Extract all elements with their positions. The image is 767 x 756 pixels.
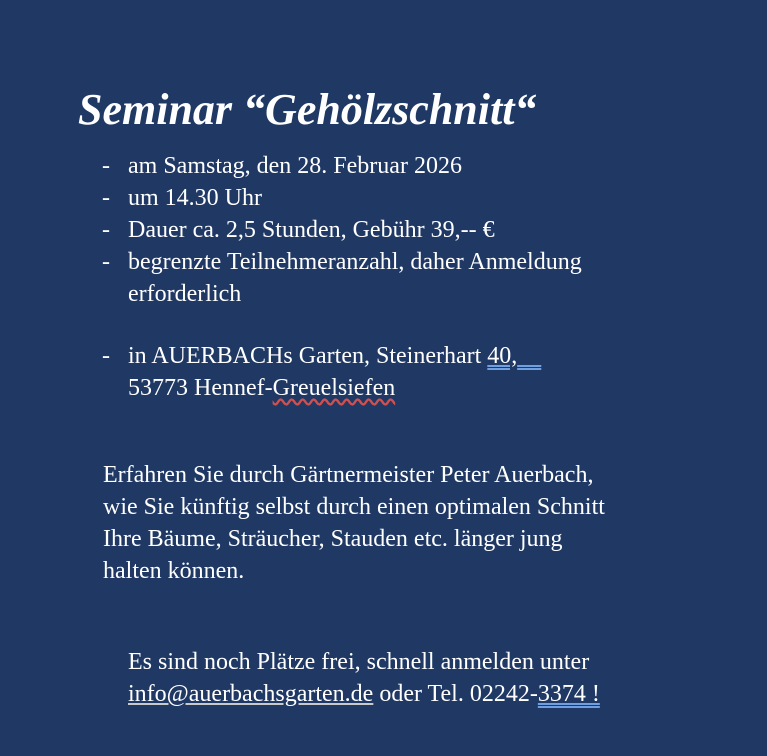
location-line1 <box>128 343 541 369</box>
phone-tail: 3374 ! <box>537 681 600 707</box>
location-district: Greuelsiefen <box>272 375 396 401</box>
location-number: 40, <box>487 343 518 369</box>
description-line: wie Sie künftig selbst durch einen optimalen Schnitt <box>103 494 605 520</box>
spacer <box>102 310 722 340</box>
bullet-dash: - <box>102 153 110 179</box>
list-item-location <box>102 340 722 404</box>
description-line: Ihre Bäume, Sträucher, Stauden etc. länger jung <box>103 526 563 552</box>
email-link[interactable]: info@auerbachsgarten.de <box>128 681 374 707</box>
location-trailing-space <box>517 343 541 369</box>
seminar-title: Seminar “Gehölzschnitt“ <box>78 85 537 134</box>
location-line2 <box>128 372 722 404</box>
list-item-time <box>102 182 722 214</box>
location-zip-city: 53773 Hennef- <box>128 375 273 401</box>
bullet-dash: - <box>102 249 110 275</box>
details-list <box>102 150 722 404</box>
description-line: halten können. <box>103 558 245 584</box>
contact-line1: Es sind noch Plätze frei, schnell anmelden unter <box>128 649 590 675</box>
bullet-dash: - <box>102 343 110 369</box>
bullet-dash: - <box>102 217 110 243</box>
registration-text: begrenzte Teilnehmeranzahl, daher Anmeldung <box>128 249 582 275</box>
contact-line2 <box>128 678 748 710</box>
description-line: Erfahren Sie durch Gärtnermeister Peter Auerbach, <box>103 462 594 488</box>
date-text: am Samstag, den 28. Februar 2026 <box>128 153 462 179</box>
list-item-date <box>102 150 722 182</box>
location-street: in AUERBACHs Garten, Steinerhart <box>128 343 488 369</box>
bullet-dash: - <box>102 185 110 211</box>
list-item-registration <box>102 246 722 310</box>
registration-text-cont: erforderlich <box>128 281 242 307</box>
duration-fee-text: Dauer ca. 2,5 Stunden, Gebühr 39,-- € <box>128 217 495 243</box>
time-text: um 14.30 Uhr <box>128 185 262 211</box>
phone-text: oder Tel. 02242- <box>373 681 538 707</box>
contact-block <box>128 646 748 710</box>
list-item-duration-fee <box>102 214 722 246</box>
description-paragraph <box>103 459 703 587</box>
